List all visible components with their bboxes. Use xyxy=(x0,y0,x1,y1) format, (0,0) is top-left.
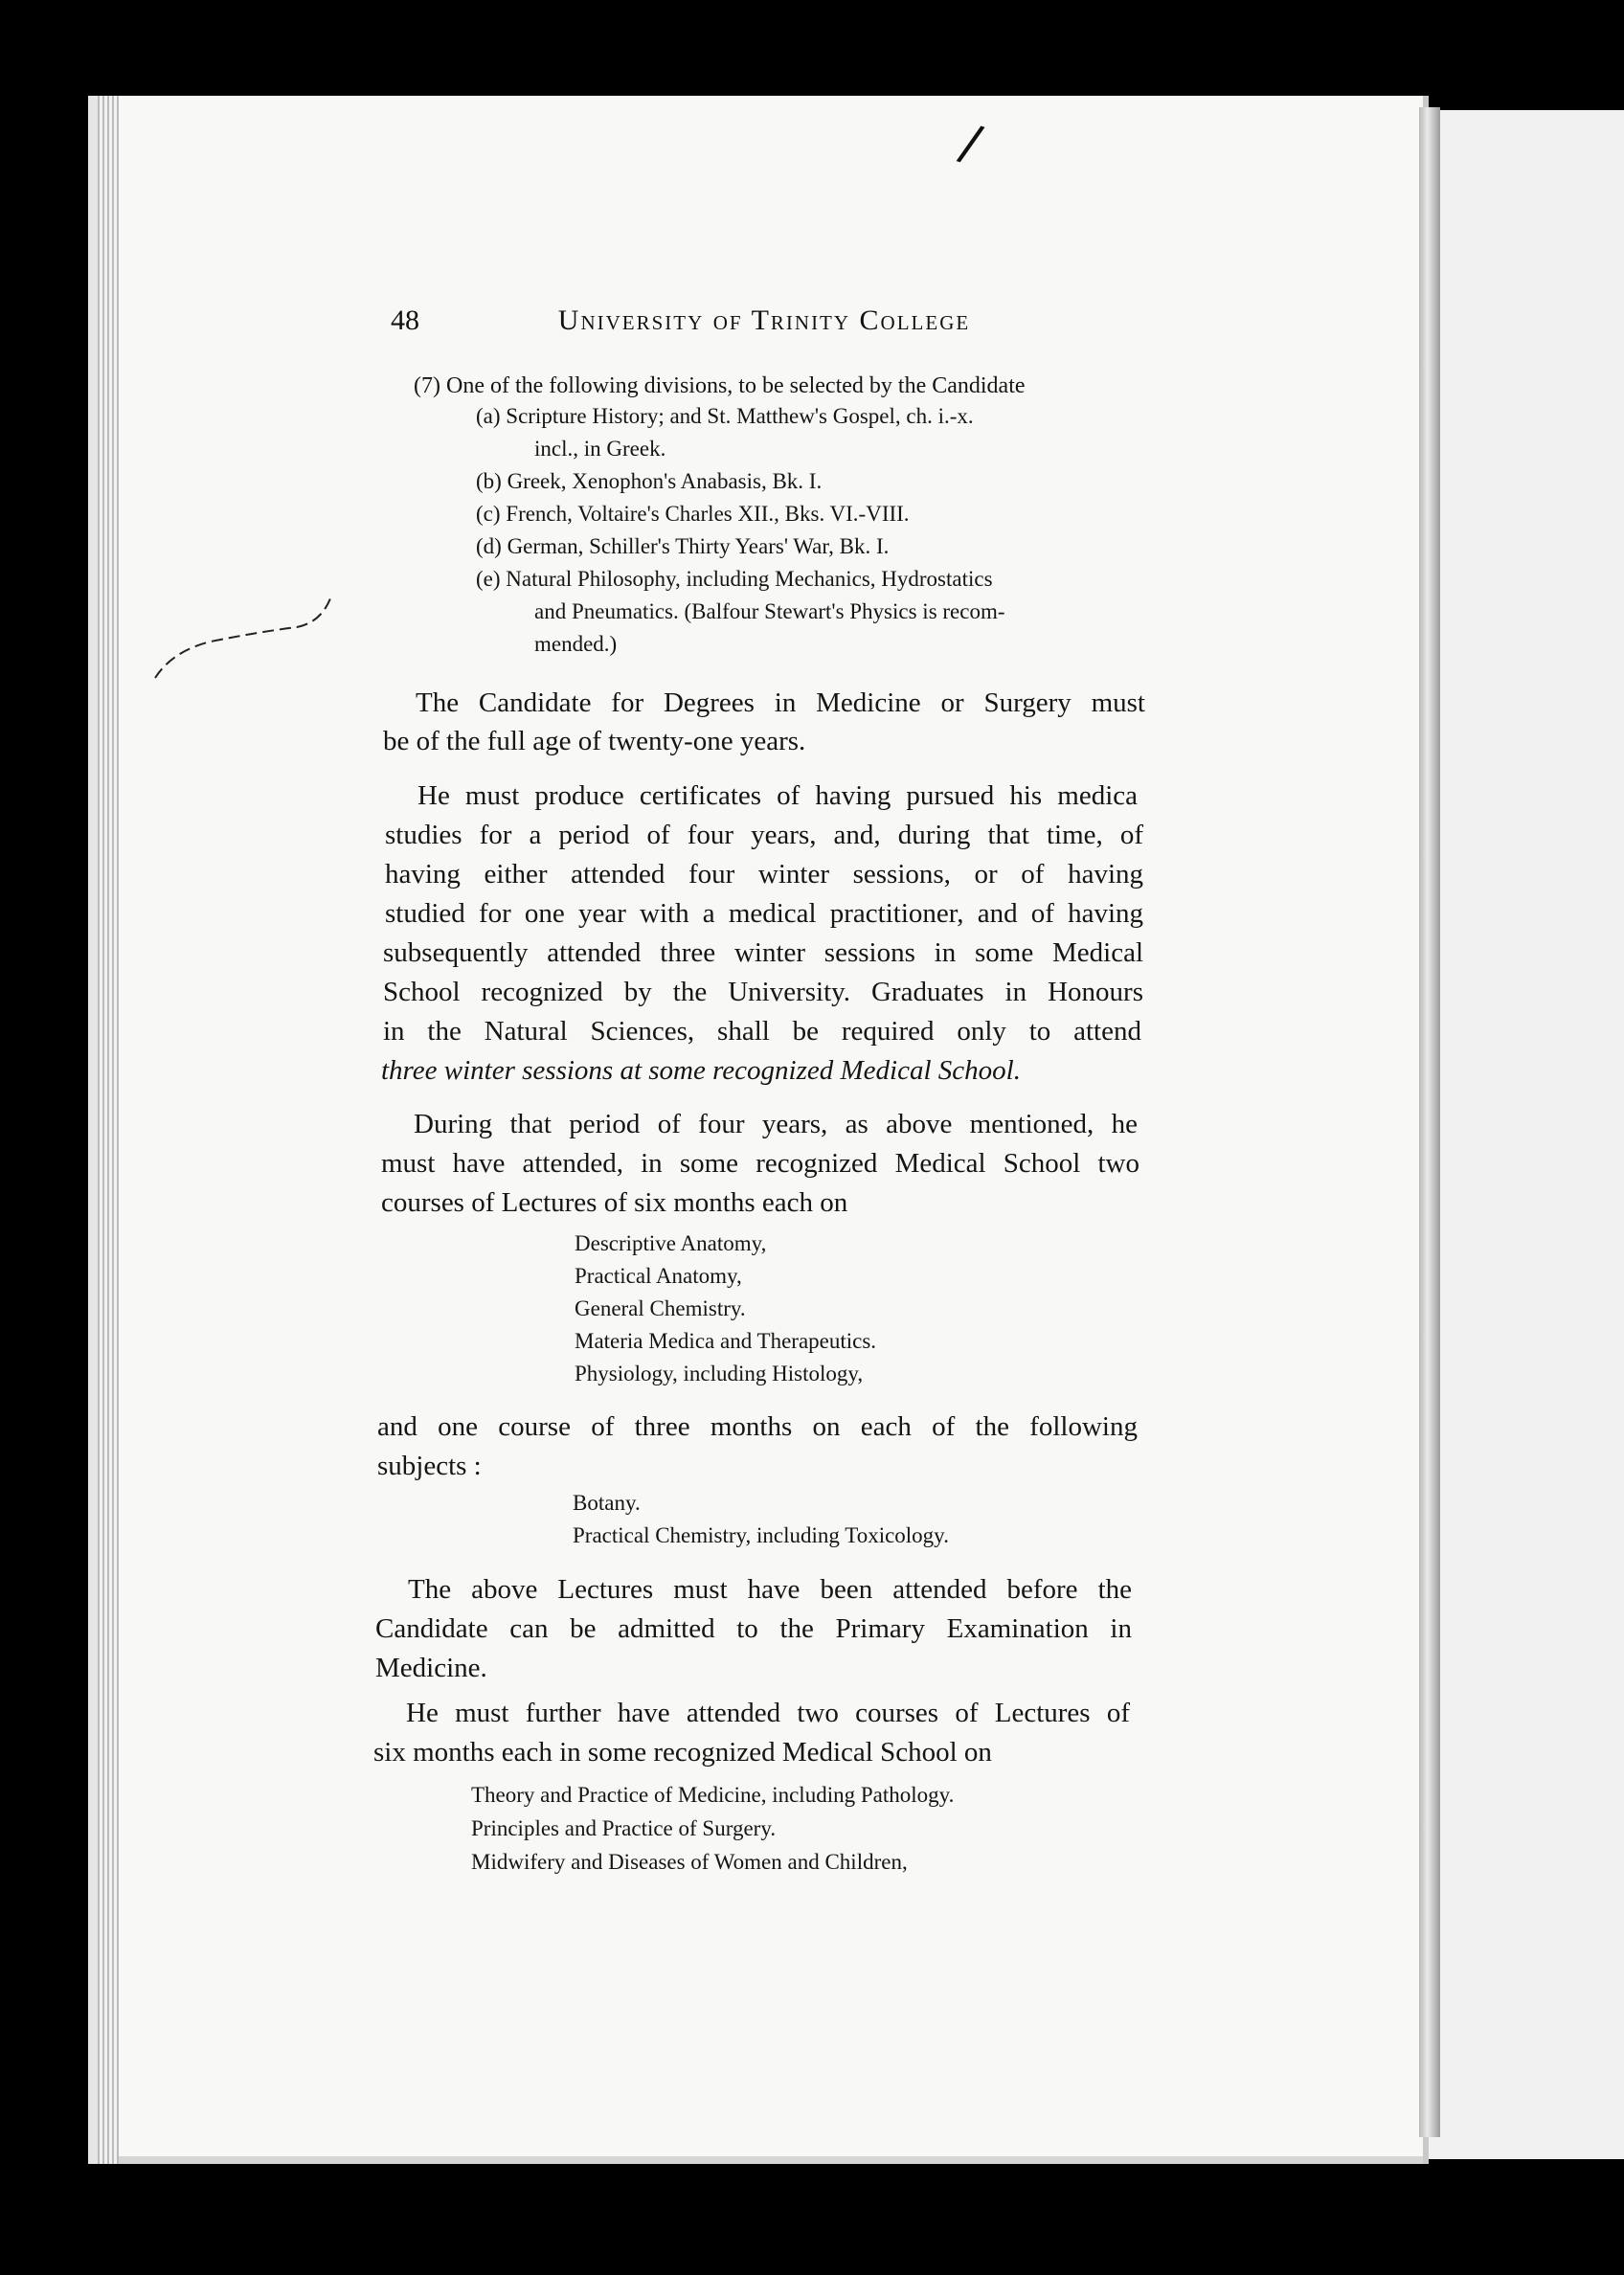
option-e: (e) Natural Philosophy, including Mechanics, Hydrostatics xyxy=(476,567,993,591)
list-item: Physiology, including Histology, xyxy=(575,1362,864,1385)
text-line: in the Natural Sciences, shall be required only to attend xyxy=(383,1016,1141,1047)
list-item: Descriptive Anatomy, xyxy=(575,1231,767,1255)
text-line: He must produce certificates of having pursued his medica xyxy=(417,780,1138,811)
text-line: subjects : xyxy=(377,1451,482,1481)
text-line: three winter sessions at some recognized Medical School. xyxy=(381,1055,1021,1086)
pencil-mark: / xyxy=(954,113,988,174)
text-line: Medicine. xyxy=(375,1653,487,1683)
list-item: Materia Medica and Therapeutics. xyxy=(575,1329,877,1353)
list-item: General Chemistry. xyxy=(575,1296,746,1320)
list-item: Midwifery and Diseases of Women and Children, xyxy=(471,1850,908,1874)
text-line: He must further have attended two courses of Lectures of xyxy=(406,1698,1130,1728)
list-item: Botany. xyxy=(573,1491,641,1515)
text-line: subsequently attended three winter sessions in some Medical xyxy=(383,937,1143,968)
option-e-cont: and Pneumatics. (Balfour Stewart's Physics is recom- xyxy=(534,599,1005,623)
text-line: studies for a period of four years, and, during that time, of xyxy=(385,820,1143,850)
text-line: and one course of three months on each of the following xyxy=(377,1411,1138,1442)
option-a-cont: incl., in Greek. xyxy=(534,437,666,461)
section-7-intro: (7) One of the following divisions, to be selected by the Candidate xyxy=(414,373,1026,398)
list-item: Practical Chemistry, including Toxicology. xyxy=(573,1523,949,1547)
text-line: During that period of four years, as above mentioned, he xyxy=(414,1109,1138,1139)
list-item: Practical Anatomy, xyxy=(575,1264,742,1288)
pencil-scribble xyxy=(153,594,345,680)
page-number: 48 xyxy=(391,304,419,336)
list-item: Theory and Practice of Medicine, including Pathology. xyxy=(471,1783,955,1807)
option-d: (d) German, Schiller's Thirty Years' War, Bk. I. xyxy=(476,534,890,558)
page-header xyxy=(391,304,1138,347)
option-c: (c) French, Voltaire's Charles XII., Bks. VI.-VIII. xyxy=(476,502,910,526)
text-line: having either attended four winter sessions, or of having xyxy=(385,859,1143,890)
page-stack-edge xyxy=(98,96,119,2164)
text-line: be of the full age of twenty-one years. xyxy=(383,726,806,756)
text-line: must have attended, in some recognized Medical School two xyxy=(381,1148,1139,1179)
text-line: courses of Lectures of six months each on xyxy=(381,1187,848,1218)
option-e-end: mended.) xyxy=(534,632,618,656)
text-line: studied for one year with a medical practitioner, and of having xyxy=(385,898,1143,929)
text-line: The above Lectures must have been attended before the xyxy=(408,1574,1132,1605)
option-a: (a) Scripture History; and St. Matthew's Gospel, ch. i.-x. xyxy=(476,404,974,428)
running-title: University of Trinity College xyxy=(557,304,971,336)
facing-page-edge xyxy=(1427,110,1624,2159)
text-line: The Candidate for Degrees in Medicine or Surgery must xyxy=(416,687,1145,718)
option-b: (b) Greek, Xenophon's Anabasis, Bk. I. xyxy=(476,469,823,493)
text-line: School recognized by the University. Graduates in Honours xyxy=(383,977,1143,1007)
text-line: six months each in some recognized Medical School on xyxy=(373,1737,992,1768)
list-item: Principles and Practice of Surgery. xyxy=(471,1816,777,1840)
text-line: Candidate can be admitted to the Primary Examination in xyxy=(375,1613,1132,1644)
binding-gutter xyxy=(1419,107,1440,2137)
